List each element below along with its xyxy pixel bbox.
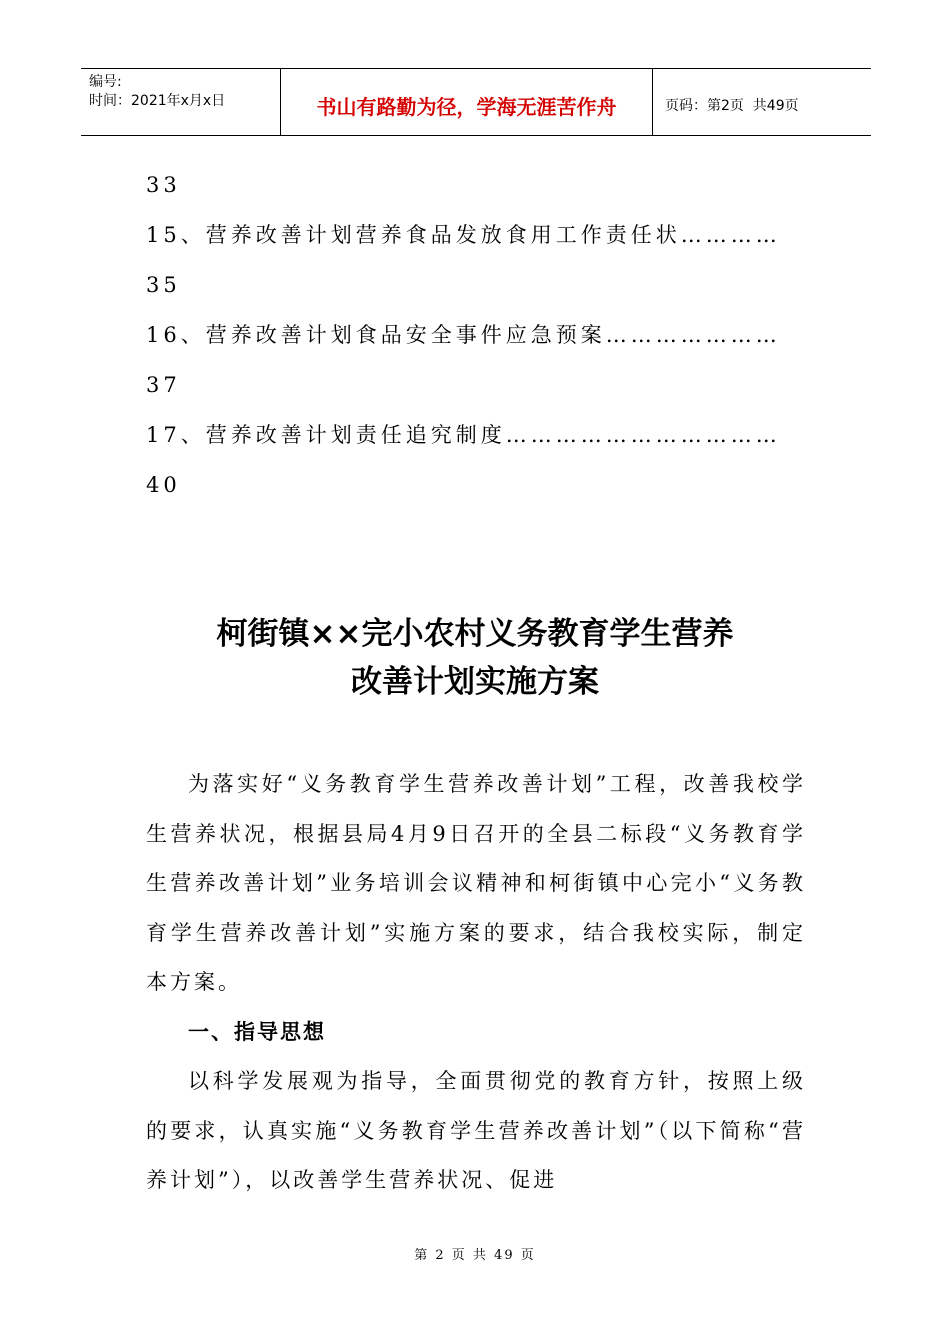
- motto-text: 书山有路勤为径，学海无涯苦作舟: [316, 94, 617, 119]
- header-motto-cell: [281, 69, 653, 135]
- page-header: [81, 68, 871, 136]
- guiding-paragraph: 以科学发展观为指导，全面贯彻党的教育方针，按照上级的要求，认真实施“义务教育学生营养改善计划”（以下简称“营养计划”），以改善学生营养状况、促进: [146, 1069, 806, 1192]
- table-of-contents: [146, 166, 806, 516]
- title-line-2: 改善计划实施方案: [351, 664, 599, 700]
- toc-line: 15、营养改善计划营养食品发放食用工作责任状…………: [146, 223, 781, 247]
- toc-line: 33: [146, 173, 181, 197]
- number-label: 编号:: [89, 74, 122, 90]
- toc-line: 17、营养改善计划责任追究制度……………………………: [146, 423, 781, 447]
- page-info-text: 页码：第2页 共49页: [665, 98, 799, 114]
- title-line-1: 柯街镇××完小农村义务教育学生营养: [216, 616, 734, 652]
- header-meta-cell: [81, 69, 281, 135]
- toc-line: 16、营养改善计划食品安全事件应急预案…………………: [146, 323, 781, 347]
- toc-line: 40: [146, 473, 181, 497]
- intro-paragraph: 为落实好“义务教育学生营养改善计划”工程，改善我校学生营养状况，根据县局4月9日召开的全县二标段“义务教育学生营养改善计划”业务培训会议精神和柯街镇中心完小“义务教育学生营养改善计划”实施方案的要求，结合我校实际，制定本方案。: [146, 772, 806, 994]
- toc-line: 35: [146, 273, 181, 297]
- toc-line: 37: [146, 373, 181, 397]
- section-heading: 一、指导思想: [188, 1019, 326, 1044]
- page-footer: [0, 1244, 950, 1263]
- header-page-cell: [653, 69, 871, 135]
- document-body: [146, 760, 806, 1206]
- footer-page-number: 第 2 页 共 49 页: [414, 1248, 536, 1263]
- document-title: [120, 610, 830, 706]
- time-label: 时间：2021年x月x日: [89, 93, 226, 109]
